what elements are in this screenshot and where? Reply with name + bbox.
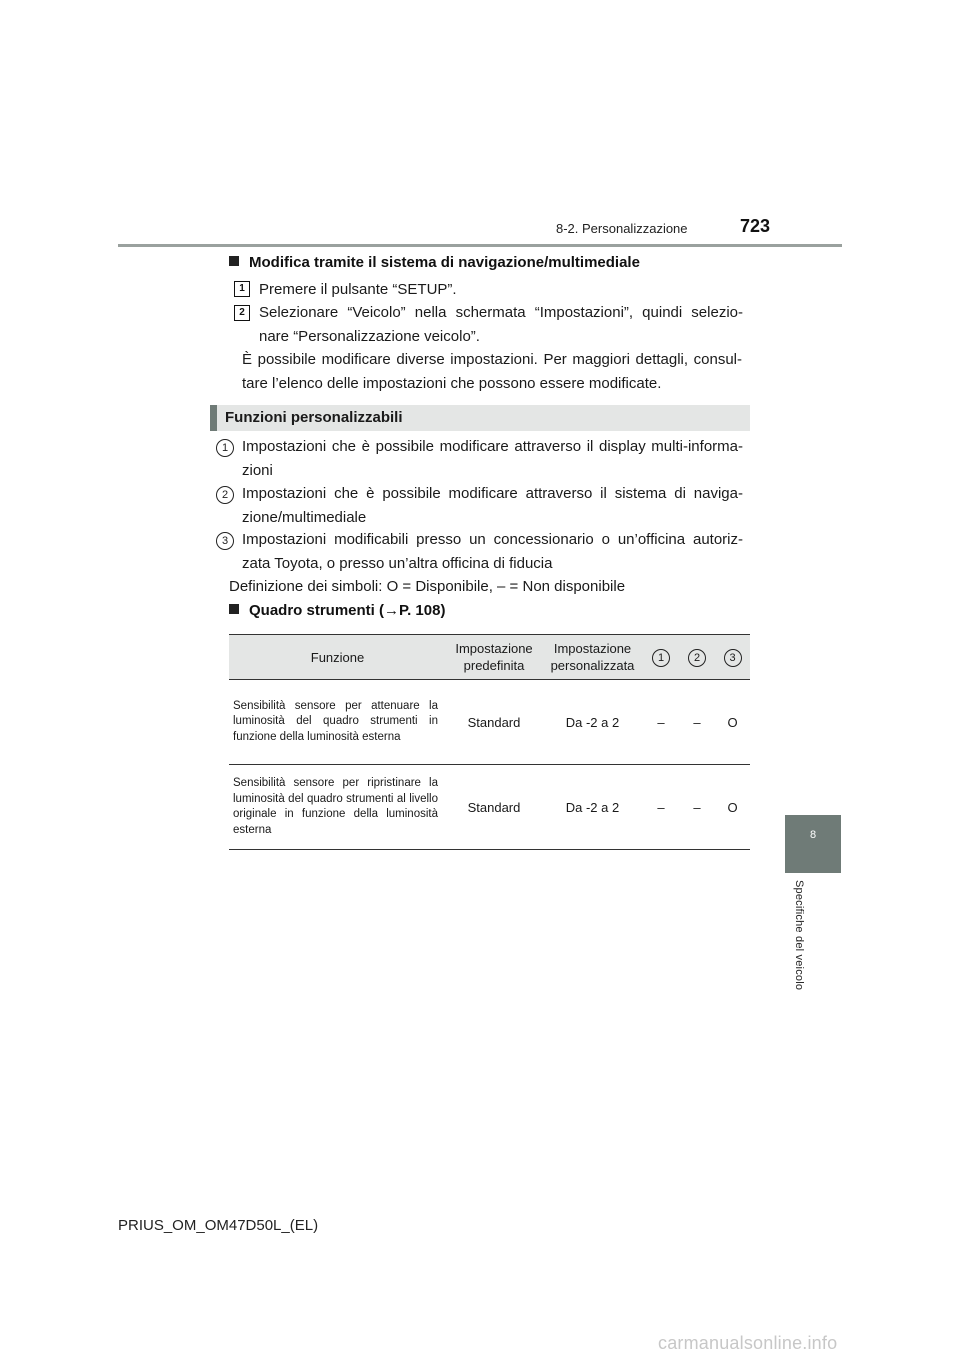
custom-cell: Da -2 a 2 xyxy=(542,680,643,765)
legend-number-icon: 1 xyxy=(216,439,234,457)
step-number-badge: 2 xyxy=(234,305,250,321)
column-header-1 xyxy=(643,635,679,680)
availability-cell-3: O xyxy=(715,765,750,850)
availability-cell-2: – xyxy=(679,680,715,765)
header-divider xyxy=(118,244,842,247)
column-header-function: Funzione xyxy=(229,635,446,680)
availability-cell-3: O xyxy=(715,680,750,765)
nav-note: È possibile modificare diverse impostazioni. Per maggiori dettagli, consul- tare l’elenco delle impostazioni che possono essere modificate. xyxy=(242,351,742,392)
step-number-badge: 1 xyxy=(234,281,250,297)
section-title-bar xyxy=(210,405,750,431)
chapter-tab xyxy=(785,815,841,873)
column-number-icon: 1 xyxy=(652,649,670,667)
section-title: 8-2. Personalizzazione xyxy=(556,221,688,236)
header-default-text: Impostazione predefinita xyxy=(455,641,533,673)
nav-heading-text: Modifica tramite il sistema di navigazione/multimediale xyxy=(249,254,640,271)
availability-cell-1: – xyxy=(643,765,679,850)
table-row xyxy=(229,680,750,765)
page-number: 723 xyxy=(740,216,771,236)
watermark: carmanualsonline.info xyxy=(658,1333,838,1353)
column-number-icon: 3 xyxy=(724,649,742,667)
legend-number-icon: 3 xyxy=(216,532,234,550)
instrument-section-heading xyxy=(229,602,445,619)
bullet-square-icon xyxy=(229,604,239,614)
chapter-title: Specifiche del veicolo xyxy=(793,880,805,991)
symbols-definition: Definizione dei simboli: O = Disponibile, – = Non disponibile xyxy=(229,578,626,595)
chapter-number: 8 xyxy=(809,829,817,841)
page-reference-link[interactable]: P. 108) xyxy=(399,602,446,619)
table-header-row xyxy=(229,635,750,680)
arrow-icon: → xyxy=(384,602,400,619)
column-header-custom xyxy=(542,635,643,680)
default-cell: Standard xyxy=(446,765,542,850)
section-bar-accent xyxy=(210,405,217,431)
table-row xyxy=(229,765,750,850)
custom-cell: Da -2 a 2 xyxy=(542,765,643,850)
page-header xyxy=(0,0,960,250)
legend-number-icon: 2 xyxy=(216,486,234,504)
default-cell: Standard xyxy=(446,680,542,765)
legend-text: Impostazioni modificabili presso un concessionario o un’officina autoriz- zata Toyota, o presso un’altra officina di fiducia xyxy=(242,531,743,572)
settings-table xyxy=(229,634,750,850)
bullet-square-icon xyxy=(229,256,239,266)
column-header-default xyxy=(446,635,542,680)
step-text: Premere il pulsante “SETUP”. xyxy=(259,281,457,298)
instrument-heading-text: Quadro strumenti ( xyxy=(249,602,385,619)
function-cell: Sensibilità sensore per attenuare la luminosità del quadro strumenti in funzione della luminosità esterna xyxy=(229,680,446,765)
header-custom-text: Impostazione personalizzata xyxy=(550,641,635,673)
section-title: Funzioni personalizzabili xyxy=(225,409,403,426)
legend-text: Impostazioni che è possibile modificare attraverso il display multi-informa- zioni xyxy=(242,438,743,479)
step-text: Selezionare “Veicolo” nella schermata “Impostazioni”, quindi selezio- nare “Personalizzazione veicolo”. xyxy=(259,304,743,345)
function-cell: Sensibilità sensore per ripristinare la luminosità del quadro strumenti al livello originale in funzione della luminosità esterna xyxy=(229,765,446,850)
legend-text: Impostazioni che è possibile modificare attraverso il sistema di naviga- zione/multimediale xyxy=(242,485,743,526)
column-header-3 xyxy=(715,635,750,680)
nav-section-heading xyxy=(229,254,640,271)
column-header-2 xyxy=(679,635,715,680)
availability-cell-1: – xyxy=(643,680,679,765)
column-number-icon: 2 xyxy=(688,649,706,667)
availability-cell-2: – xyxy=(679,765,715,850)
document-code: PRIUS_OM_OM47D50L_(EL) xyxy=(118,1217,319,1234)
